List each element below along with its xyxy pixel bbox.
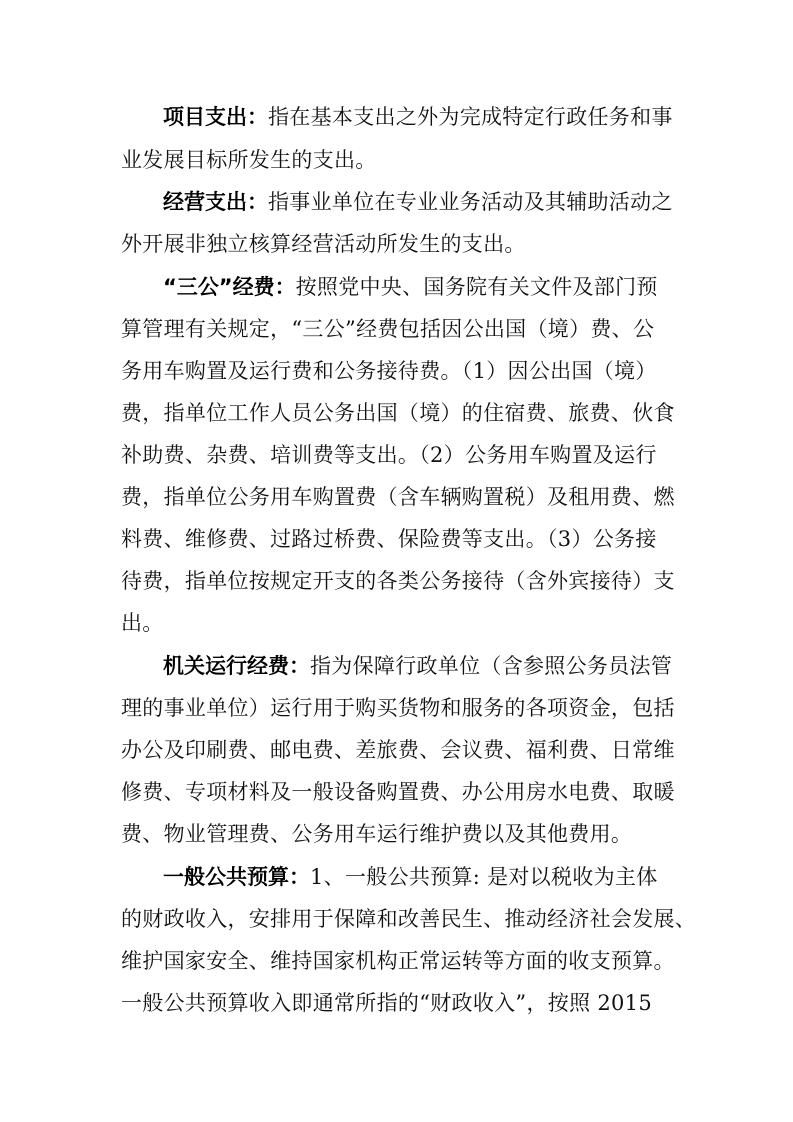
paragraph-4-line-4 bbox=[0, 777, 793, 807]
paragraph-text: 理的事业单位）运行用于购买货物和服务的各项资金，包括 bbox=[121, 696, 675, 720]
paragraph-1-line-1 bbox=[0, 102, 793, 132]
paragraph-text: 指为保障行政单位（含参照公务员法管 bbox=[310, 654, 673, 678]
paragraph-2-line-1 bbox=[0, 187, 793, 217]
paragraph-4-line-2 bbox=[0, 693, 793, 723]
paragraph-text: 办公及印刷费、邮电费、差旅费、会议费、福利费、日常维 bbox=[121, 738, 675, 762]
paragraph-text: 修费、专项材料及一般设备购置费、办公用房水电费、取暖 bbox=[121, 780, 675, 804]
paragraph-4-line-1 bbox=[0, 651, 793, 681]
term-three-public-expenses: “三公”经费： bbox=[163, 275, 296, 299]
paragraph-5-line-4 bbox=[0, 988, 793, 1018]
paragraph-3-line-3 bbox=[0, 356, 793, 386]
paragraph-text: 费、物业管理费、公务用车运行维护费以及其他费用。 bbox=[121, 822, 633, 846]
paragraph-3-line-4 bbox=[0, 398, 793, 428]
paragraph-text: 务用车购置及运行费和公务接待费。（1）因公出国（境） bbox=[121, 359, 657, 383]
paragraph-3-line-8 bbox=[0, 566, 793, 596]
paragraph-text: 料费、维修费、过路过桥费、保险费等支出。（3）公务接 bbox=[121, 527, 657, 551]
paragraph-3-line-7 bbox=[0, 524, 793, 554]
paragraph-2-line-2 bbox=[0, 229, 793, 259]
paragraph-text: 指事业单位在专业业务活动及其辅助活动之 bbox=[268, 190, 673, 214]
paragraph-3-line-2 bbox=[0, 314, 793, 344]
paragraph-4-line-5 bbox=[0, 819, 793, 849]
paragraph-text: 的财政收入，安排用于保障和改善民生、推动经济社会发展、 bbox=[121, 907, 697, 931]
paragraph-text: 算管理有关规定，“三公”经费包括因公出国（境）费、公 bbox=[121, 317, 655, 341]
paragraph-text: 待费，指单位按规定开支的各类公务接待（含外宾接待）支 bbox=[121, 569, 675, 593]
paragraph-text: 补助费、杂费、培训费等支出。（2）公务用车购置及运行 bbox=[121, 443, 657, 467]
paragraph-text: 按照党中央、国务院有关文件及部门预 bbox=[295, 275, 658, 299]
term-general-public-budget: 一般公共预算： bbox=[163, 865, 310, 889]
paragraph-3-line-5 bbox=[0, 440, 793, 470]
paragraph-text: 费，指单位公务用车购置费（含车辆购置税）及租用费、燃 bbox=[121, 485, 675, 509]
paragraph-1-line-2 bbox=[0, 145, 793, 175]
term-project-expenditure: 项目支出： bbox=[163, 105, 268, 129]
term-operating-expenditure: 经营支出： bbox=[163, 190, 268, 214]
paragraph-3-line-9 bbox=[0, 608, 793, 638]
paragraph-5-line-2 bbox=[0, 904, 793, 934]
paragraph-text: 一般公共预算收入即通常所指的“财政收入”，按照 2015 bbox=[121, 991, 652, 1015]
paragraph-text: 维护国家安全、维持国家机构正常运转等方面的收支预算。 bbox=[121, 949, 675, 973]
paragraph-text: 指在基本支出之外为完成特定行政任务和事 bbox=[268, 105, 673, 129]
paragraph-text: 1、一般公共预算: 是对以税收为主体 bbox=[310, 865, 658, 889]
paragraph-text: 费，指单位工作人员公务出国（境）的住宿费、旅费、伙食 bbox=[121, 401, 675, 425]
paragraph-text: 出。 bbox=[121, 611, 164, 635]
paragraph-text: 外开展非独立核算经营活动所发生的支出。 bbox=[121, 232, 526, 256]
paragraph-text: 业发展目标所发生的支出。 bbox=[121, 148, 377, 172]
paragraph-3-line-1 bbox=[0, 272, 793, 302]
paragraph-5-line-1 bbox=[0, 862, 793, 892]
paragraph-3-line-6 bbox=[0, 482, 793, 512]
paragraph-4-line-3 bbox=[0, 735, 793, 765]
term-agency-operating-funds: 机关运行经费： bbox=[163, 654, 310, 678]
paragraph-5-line-3 bbox=[0, 946, 793, 976]
